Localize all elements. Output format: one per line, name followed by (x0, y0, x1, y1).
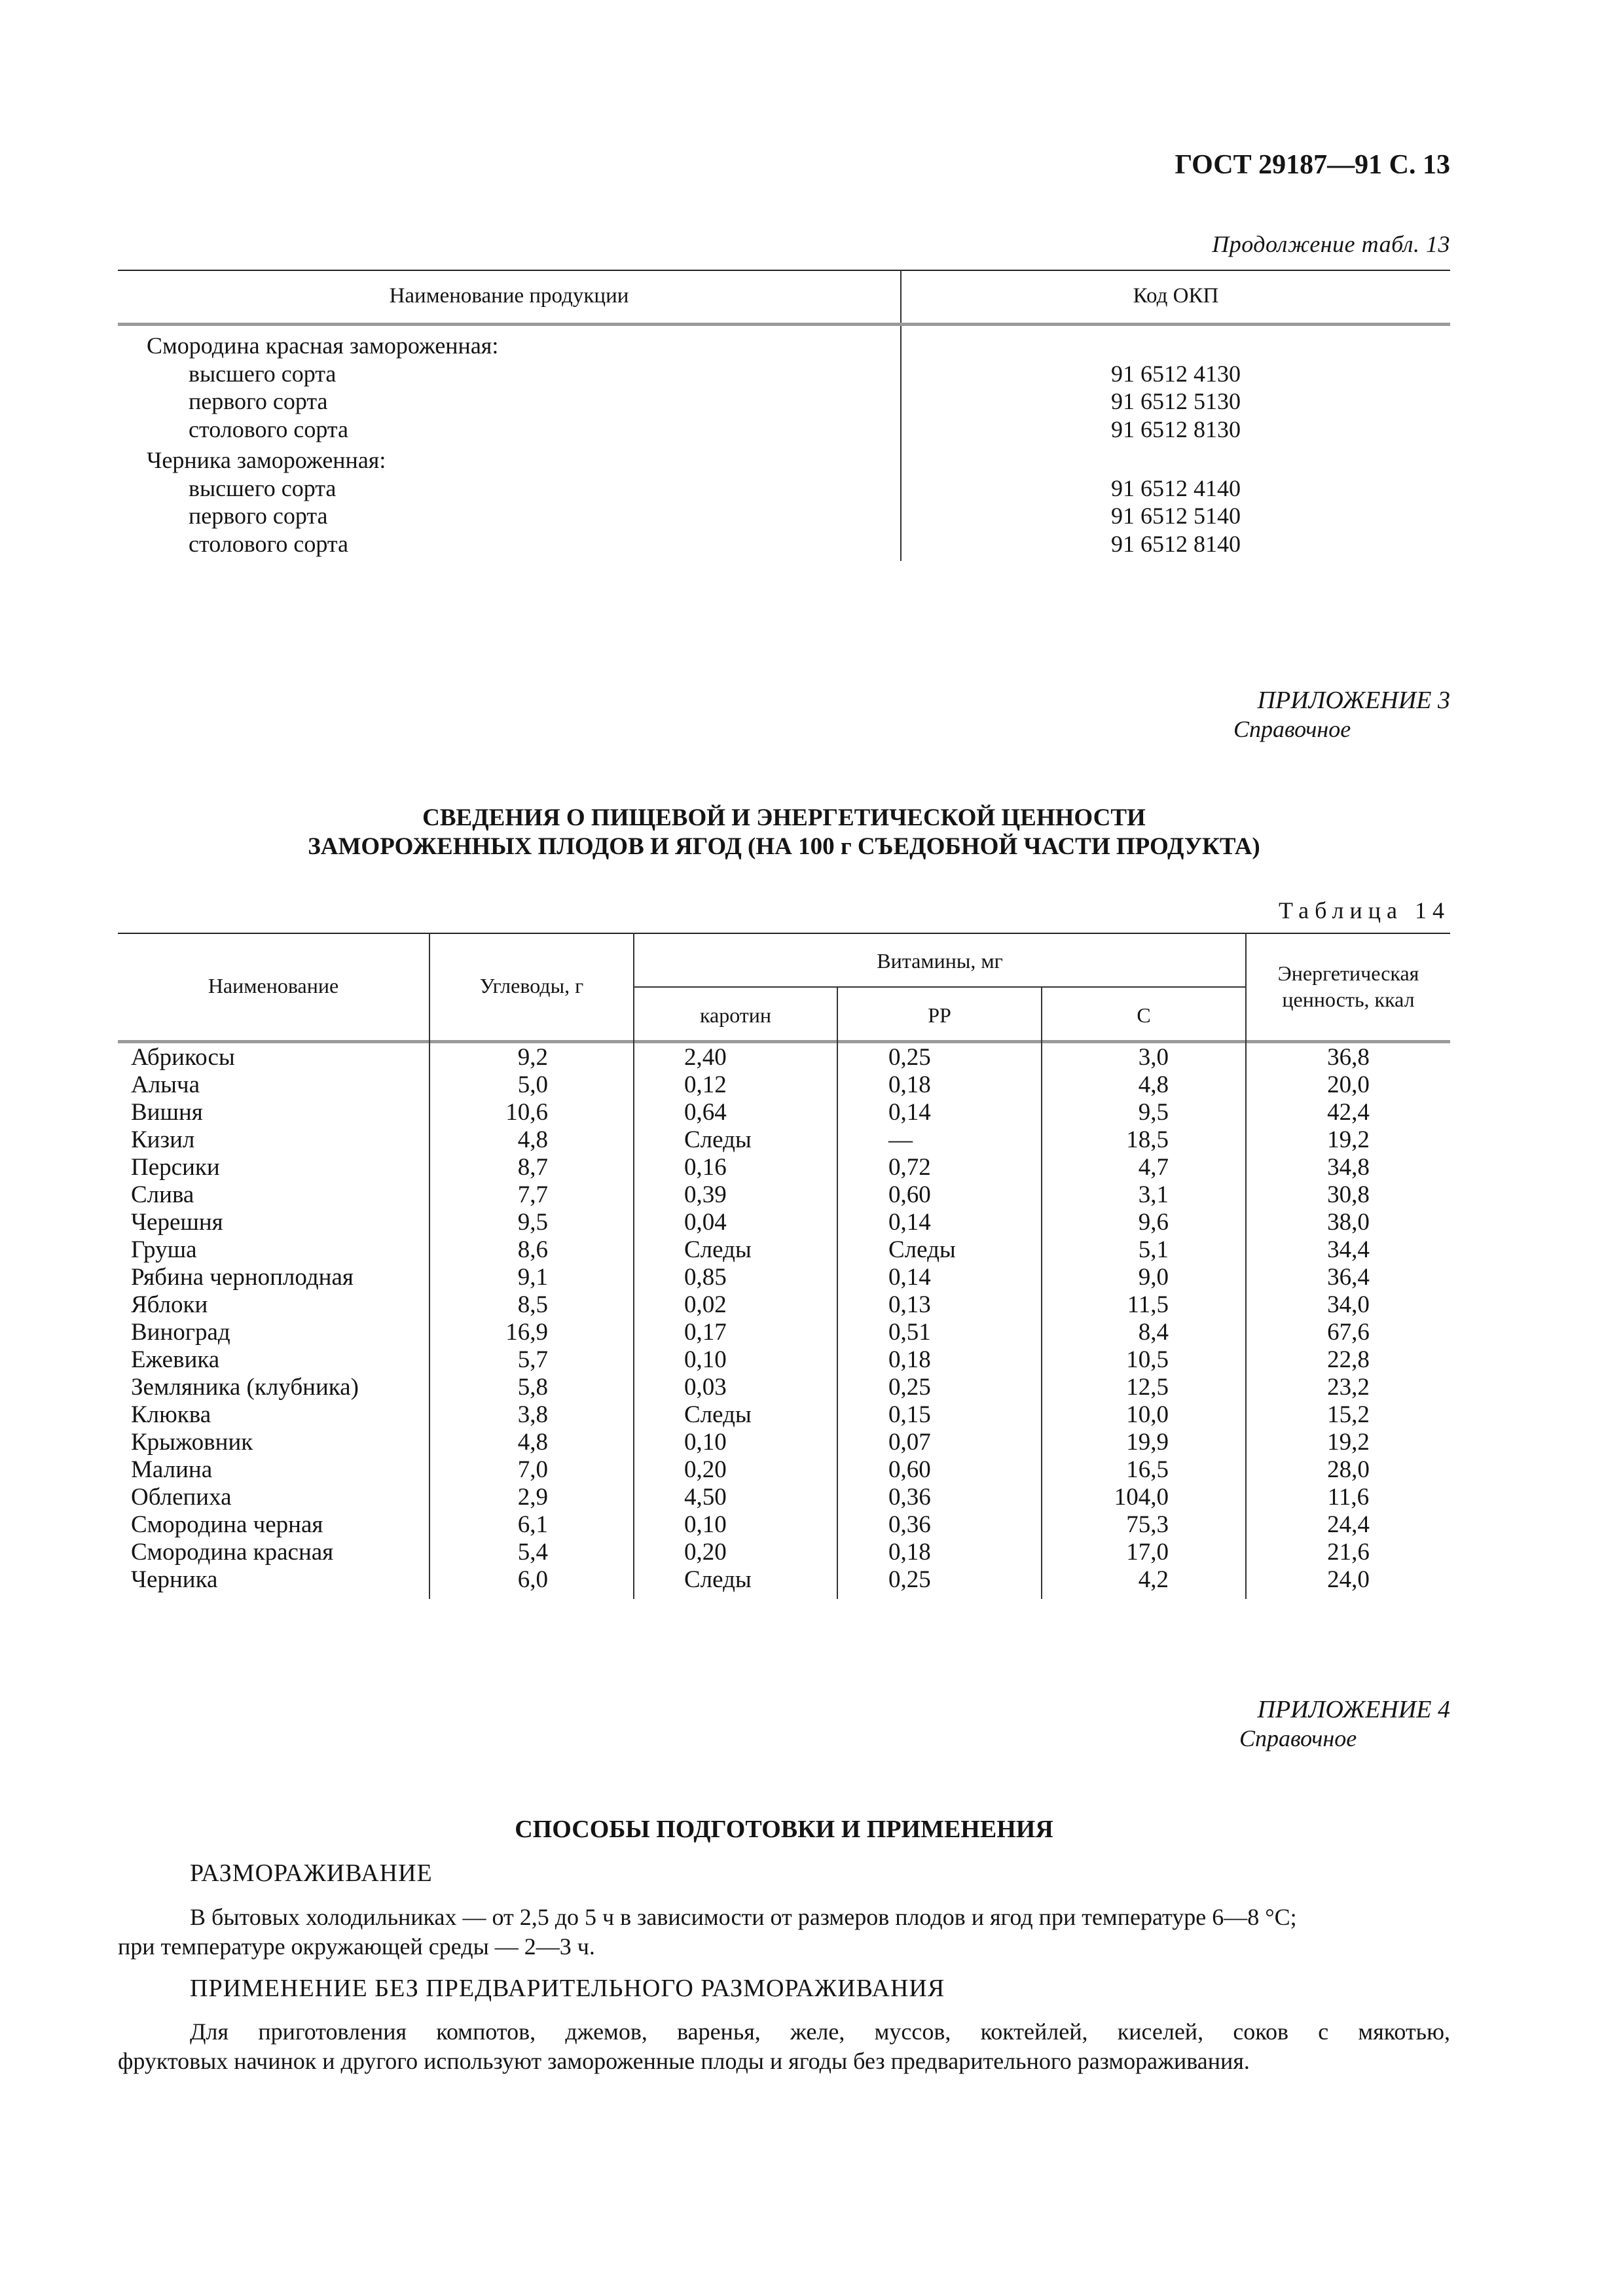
energy-value: 36,4 (1327, 1264, 1370, 1291)
energy-value: 28,0 (1327, 1456, 1370, 1483)
table-row-name: Яблоки (131, 1291, 208, 1318)
vitamin-c-value: 5,1 (1138, 1236, 1169, 1263)
carbs-value: 5,7 (517, 1346, 548, 1373)
table-row-name: Груша (131, 1236, 197, 1263)
pp-value: — (888, 1126, 913, 1153)
appendix-4-label: ПРИЛОЖЕНИЕ 4 (1257, 1696, 1450, 1723)
table-row-name: Смородина черная (131, 1511, 323, 1538)
carbs-column (430, 1044, 548, 1594)
table-row-name: Малина (131, 1456, 213, 1483)
carbs-value: 3,8 (517, 1401, 548, 1428)
appendix-3-sublabel: Справочное (1233, 716, 1351, 742)
group-name: Смородина красная замороженная: (147, 332, 499, 359)
okp-code: 91 6512 5130 (1111, 388, 1241, 414)
carbs-value: 8,6 (517, 1236, 548, 1263)
vitamin-c-value: 104,0 (1114, 1484, 1169, 1511)
pp-value: 0,15 (888, 1401, 931, 1428)
carotene-value: 0,16 (684, 1154, 727, 1181)
carotene-value: Следы (684, 1566, 752, 1593)
carbs-value: 9,1 (517, 1264, 548, 1291)
pp-value: 0,36 (888, 1511, 931, 1538)
carbs-value: 5,8 (517, 1374, 548, 1401)
vitamin-c-value: 9,0 (1138, 1264, 1169, 1291)
table-row-name: Алыча (131, 1071, 200, 1098)
carotene-value: Следы (684, 1126, 752, 1153)
pp-column (888, 1044, 1039, 1594)
column-header-carbs: Углеводы, г (479, 974, 584, 997)
table-row-label: столового сорта (189, 416, 349, 442)
vitamin-c-value: 9,6 (1138, 1209, 1169, 1236)
table-row-name: Персики (131, 1154, 220, 1181)
carbs-value: 5,4 (517, 1539, 548, 1566)
vitamin-c-value: 19,9 (1126, 1429, 1169, 1456)
vitamin-c-value: 18,5 (1126, 1126, 1169, 1153)
okp-code-column (902, 332, 1450, 558)
pp-value: 0,14 (888, 1099, 931, 1126)
vitamin-c-value: 11,5 (1127, 1291, 1169, 1318)
pp-value: 0,13 (888, 1291, 931, 1318)
column-header-vitamins: Витамины, мг (877, 949, 1003, 973)
carotene-value: Следы (684, 1236, 752, 1263)
carbs-value: 8,5 (517, 1291, 548, 1318)
energy-value: 36,8 (1327, 1044, 1370, 1071)
carbs-value: 9,2 (517, 1044, 548, 1071)
pp-value: 0,25 (888, 1566, 931, 1593)
vitamin-c-value: 10,0 (1126, 1401, 1169, 1428)
table-row-name: Вишня (131, 1099, 203, 1126)
energy-value: 34,4 (1327, 1236, 1370, 1263)
pp-value: 0,14 (888, 1209, 931, 1236)
carotene-value: 0,03 (684, 1374, 727, 1401)
energy-value: 20,0 (1327, 1071, 1370, 1098)
carbs-value: 6,1 (517, 1511, 548, 1538)
table-row-name: Виноград (131, 1319, 230, 1346)
energy-value: 34,0 (1327, 1291, 1370, 1318)
product-name-column (147, 332, 893, 558)
energy-value: 15,2 (1327, 1401, 1370, 1428)
carotene-value: 2,40 (684, 1044, 727, 1071)
energy-value: 11,6 (1327, 1484, 1370, 1511)
pp-value: 0,07 (888, 1429, 931, 1456)
carotene-value: 0,39 (684, 1181, 727, 1208)
carotene-value: 0,64 (684, 1099, 727, 1126)
energy-header-line-2: ценность, ккал (1282, 988, 1415, 1011)
pp-value: 0,25 (888, 1374, 931, 1401)
pp-value: Следы (888, 1236, 956, 1263)
energy-value: 23,2 (1327, 1374, 1370, 1401)
column-header-name: Наименование (208, 974, 339, 997)
group-name: Черника замороженная: (147, 447, 386, 473)
column-header-c: C (1137, 1003, 1151, 1027)
column-divider (633, 933, 634, 1599)
table-row-name: Земляника (клубника) (131, 1374, 359, 1401)
table-row-name: Рябина черноплодная (131, 1264, 354, 1291)
vitamin-c-value: 16,5 (1126, 1456, 1169, 1483)
paragraph-thawing-line-2: при температуре окружающей среды — 2—3 ч. (118, 1933, 595, 1960)
vitamin-c-value: 10,5 (1126, 1346, 1169, 1373)
vitamin-c-value: 4,2 (1138, 1566, 1169, 1593)
carbs-value: 4,8 (517, 1429, 548, 1456)
carotene-value: 4,50 (684, 1484, 727, 1511)
energy-value: 38,0 (1327, 1209, 1370, 1236)
pp-value: 0,36 (888, 1484, 931, 1511)
header-rule (118, 1040, 1450, 1043)
vitamin-c-value: 4,7 (1138, 1154, 1169, 1181)
paragraph-thawing-line-1: В бытовых холодильниках — от 2,5 до 5 ч в зависимости от размеров плодов и ягод при температуре 6—8 °С; (190, 1904, 1297, 1930)
appendix-4-title: СПОСОБЫ ПОДГОТОВКИ И ПРИМЕНЕНИЯ (515, 1816, 1053, 1843)
table-row-label: высшего сорта (189, 360, 337, 387)
okp-code: 91 6512 8130 (1111, 416, 1241, 442)
energy-value: 30,8 (1327, 1181, 1370, 1208)
vitamin-c-value: 12,5 (1126, 1374, 1169, 1401)
table-row-name: Черешня (131, 1209, 223, 1236)
carotene-value: 0,10 (684, 1429, 727, 1456)
carotene-value: 0,20 (684, 1539, 727, 1566)
paragraph-no-thawing-line-1: Для приготовления компотов, джемов, варенья, желе, муссов, коктейлей, киселей, соков с мякотью, (190, 2018, 1450, 2045)
table-14-label: Таблица 14 (1279, 897, 1450, 924)
carotene-value: 0,17 (684, 1319, 727, 1346)
carotene-column (684, 1044, 835, 1594)
energy-value: 19,2 (1327, 1126, 1370, 1153)
energy-column (1247, 1044, 1450, 1594)
vitamin-c-value: 17,0 (1126, 1539, 1169, 1566)
carbs-value: 16,9 (505, 1319, 548, 1346)
vitamin-c-value: 8,4 (1138, 1319, 1169, 1346)
vitamin-c-value: 75,3 (1126, 1511, 1169, 1538)
column-header-okp-code: Код ОКП (1133, 284, 1219, 308)
column-header-carotene: каротин (699, 1003, 772, 1027)
table-row-name: Черника (131, 1566, 218, 1593)
carotene-value: Следы (684, 1401, 752, 1428)
carbs-value: 7,7 (517, 1181, 548, 1208)
energy-value: 24,0 (1327, 1566, 1370, 1593)
energy-value: 24,4 (1327, 1511, 1370, 1538)
vitamin-c-value: 3,1 (1138, 1181, 1169, 1208)
vitamins-subheader-rule (633, 986, 1247, 988)
carbs-value: 9,5 (517, 1209, 548, 1236)
carbs-value: 5,0 (517, 1071, 548, 1098)
column-header-pp: PP (928, 1003, 951, 1027)
table-row-name: Крыжовник (131, 1429, 253, 1456)
energy-value: 42,4 (1327, 1099, 1370, 1126)
okp-code: 91 6512 4140 (1111, 475, 1241, 501)
table-continuation-note: Продолжение табл. 13 (1212, 231, 1450, 257)
name-column (131, 1044, 426, 1594)
column-header-energy (1247, 960, 1450, 1013)
energy-value: 21,6 (1327, 1539, 1370, 1566)
table-row-label: первого сорта (189, 388, 328, 414)
carotene-value: 0,10 (684, 1511, 727, 1538)
table-row-name: Смородина красная (131, 1539, 334, 1566)
okp-code: 91 6512 5140 (1111, 503, 1241, 529)
carotene-value: 0,04 (684, 1209, 727, 1236)
pp-value: 0,18 (888, 1071, 931, 1098)
pp-value: 0,51 (888, 1319, 931, 1346)
carotene-value: 0,02 (684, 1291, 727, 1318)
carbs-value: 7,0 (517, 1456, 548, 1483)
table-row-label: высшего сорта (189, 475, 337, 501)
paragraph-no-thawing-line-2: фруктовых начинок и другого используют замороженные плоды и ягоды без предварительного размораживания. (118, 2048, 1250, 2074)
table-top-rule (118, 933, 1450, 934)
carotene-value: 0,10 (684, 1346, 727, 1373)
pp-value: 0,18 (888, 1346, 931, 1373)
table-row-name: Клюква (131, 1401, 211, 1428)
pp-value: 0,72 (888, 1154, 931, 1181)
pp-value: 0,25 (888, 1044, 931, 1071)
okp-code: 91 6512 4130 (1111, 360, 1241, 387)
appendix-4-sublabel: Справочное (1239, 1725, 1357, 1751)
page-header: ГОСТ 29187—91 С. 13 (1175, 150, 1450, 180)
header-rule (118, 323, 1450, 326)
vitamin-c-value: 9,5 (1138, 1099, 1169, 1126)
energy-value: 22,8 (1327, 1346, 1370, 1373)
table-row-label: первого сорта (189, 503, 328, 529)
carbs-value: 6,0 (517, 1566, 548, 1593)
table-row-name: Ежевика (131, 1346, 220, 1373)
pp-value: 0,14 (888, 1264, 931, 1291)
carbs-value: 4,8 (517, 1126, 548, 1153)
column-divider (837, 987, 838, 1599)
pp-value: 0,60 (888, 1181, 931, 1208)
carbs-value: 2,9 (517, 1484, 548, 1511)
carbs-value: 8,7 (517, 1154, 548, 1181)
table-top-rule (118, 270, 1450, 271)
vitamin-c-value: 3,0 (1138, 1044, 1169, 1071)
energy-value: 19,2 (1327, 1429, 1370, 1456)
energy-header-line-1: Энергетическая (1277, 961, 1419, 985)
pp-value: 0,60 (888, 1456, 931, 1483)
pp-value: 0,18 (888, 1539, 931, 1566)
table-row-name: Слива (131, 1181, 194, 1208)
table-row-label: столового сорта (189, 530, 349, 557)
table-row-name: Кизил (131, 1126, 195, 1153)
vitamin-c-column (1042, 1044, 1169, 1594)
carotene-value: 0,20 (684, 1456, 727, 1483)
vitamin-c-value: 4,8 (1138, 1071, 1169, 1098)
section-heading-no-thawing: ПРИМЕНЕНИЕ БЕЗ ПРЕДВАРИТЕЛЬНОГО РАЗМОРАЖИВАНИЯ (190, 1975, 945, 2002)
okp-code: 91 6512 8140 (1111, 530, 1241, 557)
carotene-value: 0,12 (684, 1071, 727, 1098)
carbs-value: 10,6 (505, 1099, 548, 1126)
section-heading-thawing: РАЗМОРАЖИВАНИЕ (190, 1859, 433, 1887)
carotene-value: 0,85 (684, 1264, 727, 1291)
table-row-name: Облепиха (131, 1484, 232, 1511)
appendix-3-title-line-2: ЗАМОРОЖЕННЫХ ПЛОДОВ И ЯГОД (НА 100 г СЪЕДОБНОЙ ЧАСТИ ПРОДУКТА) (308, 833, 1260, 860)
table-row-name: Абрикосы (131, 1044, 235, 1071)
energy-value: 34,8 (1327, 1154, 1370, 1181)
column-header-product: Наименование продукции (389, 284, 629, 308)
appendix-3-label: ПРИЛОЖЕНИЕ 3 (1257, 687, 1450, 714)
appendix-3-title-line-1: СВЕДЕНИЯ О ПИЩЕВОЙ И ЭНЕРГЕТИЧЕСКОЙ ЦЕННОСТИ (422, 804, 1146, 831)
energy-value: 67,6 (1327, 1319, 1370, 1346)
